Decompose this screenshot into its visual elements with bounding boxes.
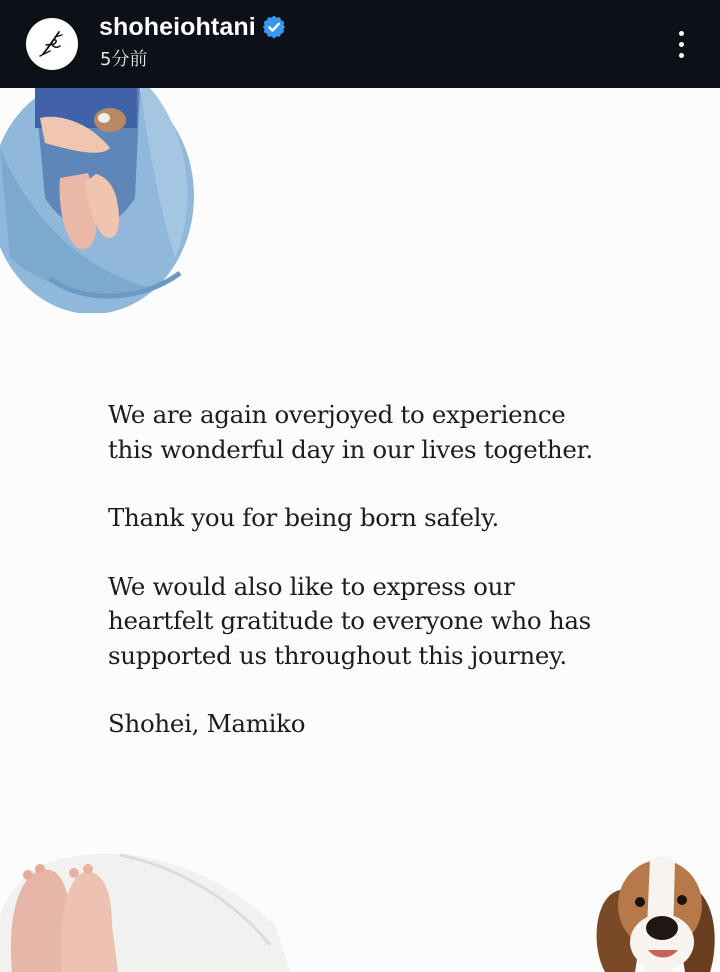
more-vertical-icon xyxy=(679,31,684,36)
signature-logo-icon xyxy=(26,18,78,70)
profile-avatar[interactable] xyxy=(26,18,78,70)
message-paragraph: Thank you for being born safely. xyxy=(108,503,499,532)
message-signature: Shohei, Mamiko xyxy=(108,709,306,738)
post-timestamp: 5分前 xyxy=(100,49,148,70)
more-vertical-icon-dot xyxy=(679,42,684,47)
announcement-message xyxy=(108,398,688,776)
post-image[interactable] xyxy=(0,88,720,972)
more-vertical-icon-dot xyxy=(679,53,684,58)
baby-feet-white-cloth-photo xyxy=(0,845,290,972)
baby-feet-blue-blanket-photo xyxy=(0,88,200,313)
verified-badge-icon xyxy=(261,14,287,40)
message-paragraph: We are again overjoyed to experience this wonderful day in our lives together. xyxy=(108,400,593,464)
post-header xyxy=(0,0,720,88)
beagle-dog-photo xyxy=(590,850,720,972)
message-paragraph: We would also like to express our heartfelt gratitude to everyone who has supported us throughout this journey. xyxy=(108,571,591,670)
username[interactable]: shoheiohtani xyxy=(99,13,256,41)
more-options-button[interactable] xyxy=(664,22,698,66)
